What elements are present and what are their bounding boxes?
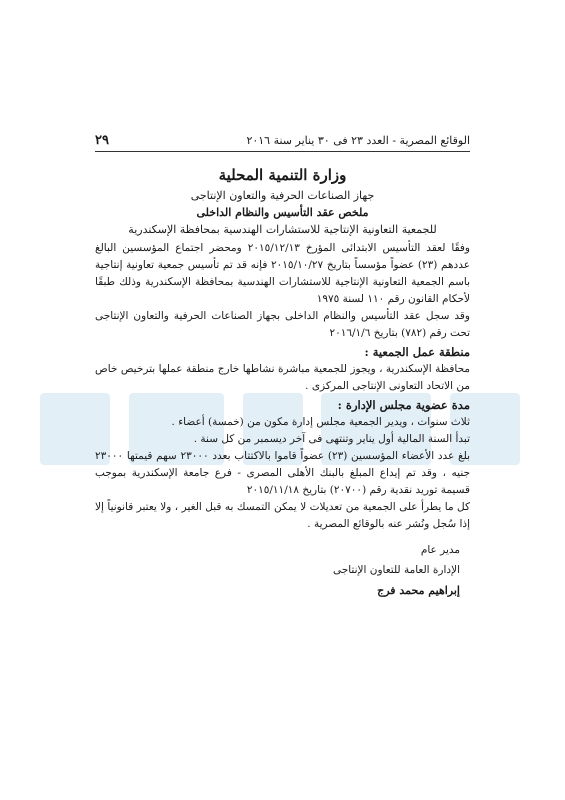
section-heading-board: مدة عضوية مجلس الإدارة : xyxy=(337,398,470,412)
signature-department: الإدارة العامة للتعاون الإنتاجى xyxy=(332,563,460,576)
summary-title: ملخص عقد التأسيس والنظام الداخلى xyxy=(196,206,369,219)
ministry-title: وزارة التنمية المحلية xyxy=(218,166,347,184)
section-heading-area: منطقة عمل الجمعية : xyxy=(364,345,470,359)
paragraph-area: محافظة الإسكندرية ، ويجوز للجمعية مباشرة نشاطها خارج منطقة عملها بترخيص خاص من الاتحاد التعاونى الإنتاجى المركزى . xyxy=(95,363,470,392)
paragraph-founding: وفقًا لعقد التأسيس الابتدائى المؤرخ ٢٠١٥/١٢/١٣ ومحضر اجتماع المؤسسين البالغ عددهم (٢٣) عضواً مؤسساً بتاريخ ٢٠١٥/١٠/٢٧ فإنه قد تم تأسيس جمعية تعاونية إنتاجية باسم الجمعية التعاونية الإنتاجية للاستشارات الهندسية بمحافظة الإسكندرية وذلك طبقًا لأحكام القانون رقم ١١٠ لسنة ١٩٧٥ xyxy=(95,242,471,305)
page-number: ٢٩ xyxy=(95,133,109,148)
paragraph-board: ثلاث سنوات ، ويدير الجمعية مجلس إدارة مكون من (خمسة) أعضاء . xyxy=(171,416,470,428)
signature-name: إبراهيم محمد فرج xyxy=(377,583,460,597)
paragraph-shares: بلغ عدد الأعضاء المؤسسين (٢٣) عضواً قاموا بالاكتتاب بعدد ٢٣٠٠٠ سهم قيمتها ٢٣٠٠٠ جنيه ، وقد تم إيداع المبلغ بالبنك الأهلى المصرى - فرع جامعة الإسكندرية بموجب قسيمة توريد نقدية رقم (٢٠٧٠٠) بتاريخ ٢٠١٥/١١/١٨ xyxy=(95,450,470,496)
signature-title: مدير عام xyxy=(420,544,460,556)
document-page xyxy=(95,133,470,602)
signature-block xyxy=(95,541,470,602)
paragraph-registration: وقد سجل عقد التأسيس والنظام الداخلى بجهاز الصناعات الحرفية والتعاون الإنتاجى تحت رقم (٧٨٢) بتاريخ ٢٠١٦/١/٦ xyxy=(95,310,470,339)
agency-name: جهاز الصناعات الحرفية والتعاون الإنتاجى xyxy=(190,189,375,202)
paragraph-amendments: كل ما يطرأ على الجمعية من تعديلات لا يمكن التمسك به قبل الغير ، ولا يعتبر قانونياً إلا إذا سُجل ونُشر عنه بالوقائع المصرية . xyxy=(95,501,470,530)
paragraph-fiscal-year: تبدأ السنة المالية أول يناير وتنتهى فى آخر ديسمبر من كل سنة . xyxy=(193,433,470,445)
society-name: للجمعية التعاونية الإنتاجية للاستشارات الهندسية بمحافظة الإسكندرية xyxy=(128,223,437,236)
page-header xyxy=(95,133,470,152)
gazette-title: الوقائع المصرية - العدد ٢٣ فى ٣٠ يناير سنة ٢٠١٦ xyxy=(246,134,470,147)
